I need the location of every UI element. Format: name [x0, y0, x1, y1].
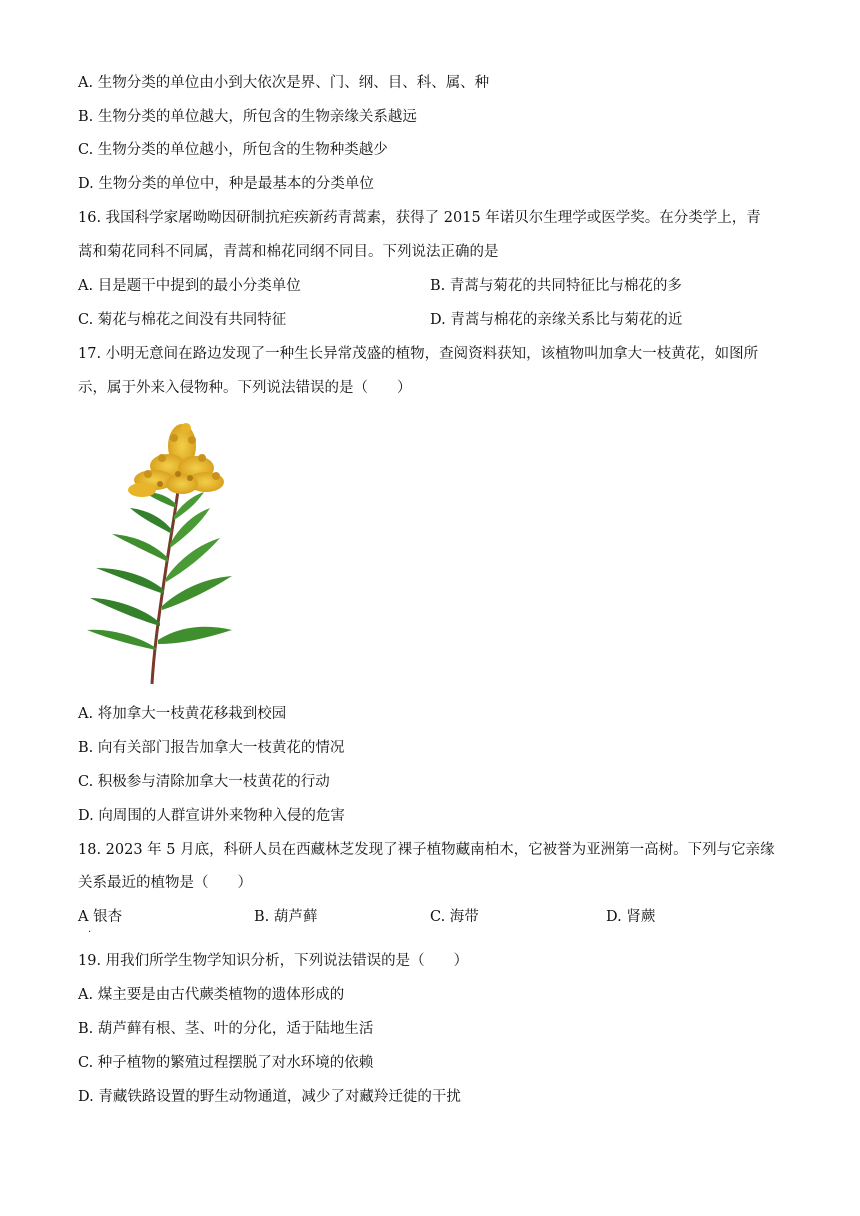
q16-stem-line2: 蒿和菊花同科不同属，青蒿和棉花同纲不同目。下列说法正确的是 [78, 244, 499, 260]
q16-option-c: C. 菊花与棉花之间没有共同特征 [78, 312, 287, 328]
q15-option-a: A. 生物分类的单位由小到大依次是界、门、纲、目、科、属、种 [78, 75, 490, 91]
q16-option-d: D. 青蒿与棉花的亲缘关系比与菊花的近 [430, 312, 683, 328]
leaf [96, 568, 164, 594]
q18-option-a: A 银杏 [78, 909, 123, 925]
goldenrod-figure [82, 418, 247, 686]
leaf [158, 627, 232, 644]
q16-stem-line1: 16. 我国科学家屠呦呦因研制抗疟疾新药青蒿素，获得了 2015 年诺贝尔生理学或医学奖。在分类学上，青 [78, 210, 761, 226]
leaf [112, 534, 168, 562]
leaf [87, 630, 156, 650]
q16-options-row2 [78, 310, 798, 330]
q15-option-b: B. 生物分类的单位越大，所包含的生物亲缘关系越远 [78, 109, 417, 125]
q17-option-c: C. 积极参与清除加拿大一枝黄花的行动 [78, 774, 330, 790]
q17-option-a: A. 将加拿大一枝黄花移栽到校园 [78, 706, 287, 722]
q19-option-a: A. 煤主要是由古代蕨类植物的遗体形成的 [78, 987, 345, 1003]
q16-option-b: B. 青蒿与菊花的共同特征比与棉花的多 [430, 278, 682, 294]
q17-stem-line1: 17. 小明无意间在路边发现了一种生长异常茂盛的植物，查阅资料获知，该植物叫加拿大一枝黄花，如图所 [78, 346, 759, 362]
q17-option-b: B. 向有关部门报告加拿大一枝黄花的情况 [78, 740, 345, 756]
q18-option-b: B. 葫芦藓 [254, 909, 318, 925]
q15-option-d: D. 生物分类的单位中，种是最基本的分类单位 [78, 176, 374, 192]
leaf [162, 576, 232, 610]
q18-options-row [78, 907, 798, 927]
q18-mark: . [88, 924, 92, 935]
q19-option-c: C. 种子植物的繁殖过程摆脱了对水环境的依赖 [78, 1055, 374, 1071]
q16-option-a: A. 目是题干中提到的最小分类单位 [78, 278, 301, 294]
q17-stem-line2: 示，属于外来入侵物种。下列说法错误的是（ ） [78, 380, 412, 396]
q19-option-d: D. 青藏铁路设置的野生动物通道，减少了对藏羚迁徙的干扰 [78, 1089, 461, 1105]
flower-cluster [128, 423, 224, 497]
q15-option-c: C. 生物分类的单位越小，所包含的生物种类越少 [78, 142, 388, 158]
q16-options-row1 [78, 276, 798, 296]
q18-option-c: C. 海带 [430, 909, 479, 925]
leaf [130, 508, 172, 534]
q17-option-d: D. 向周围的人群宣讲外来物种入侵的危害 [78, 808, 345, 824]
q19-option-b: B. 葫芦藓有根、茎、叶的分化，适于陆地生活 [78, 1021, 374, 1037]
q18-option-d: D. 肾蕨 [606, 909, 656, 925]
leaf [90, 598, 160, 626]
q18-stem-line2: 关系最近的植物是（ ） [78, 875, 252, 891]
q18-stem-line1: 18. 2023 年 5 月底，科研人员在西藏林芝发现了裸子植物藏南柏木，它被誉为亚洲第一高树。下列与它亲缘 [78, 842, 775, 858]
q19-stem: 19. 用我们所学生物学知识分析，下列说法错误的是（ ） [78, 953, 469, 969]
